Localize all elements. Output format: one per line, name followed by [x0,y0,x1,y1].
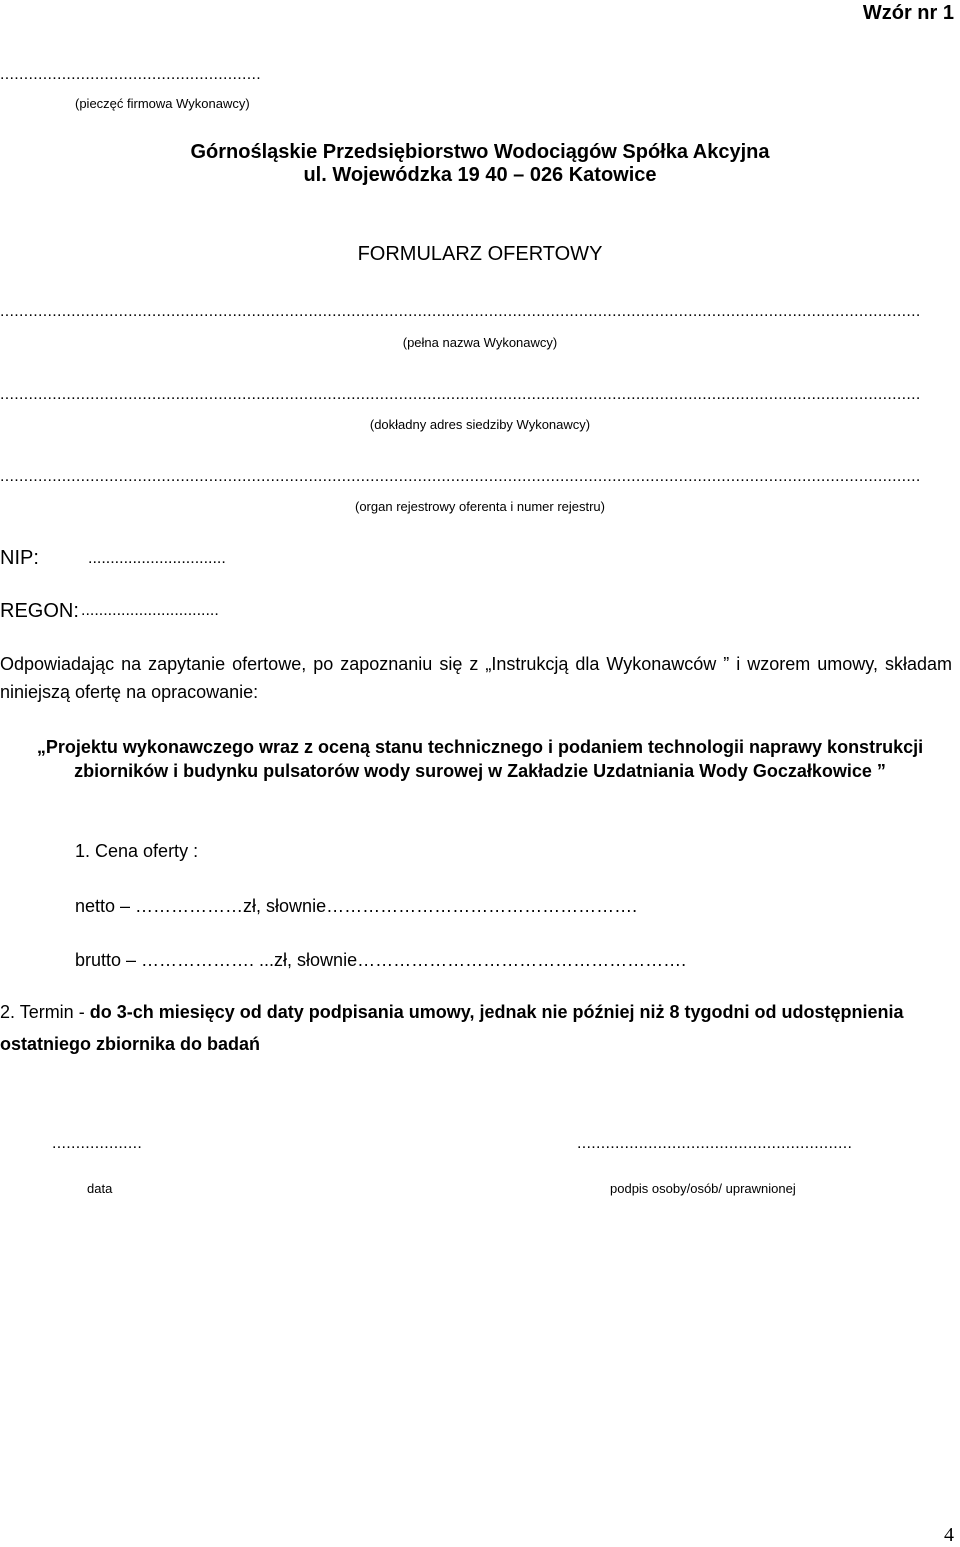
term-prefix: 2. Termin - [0,1002,90,1022]
regon-field[interactable]: ............................... [81,602,219,619]
signature-caption: podpis osoby/osób/ uprawnionej [610,1181,796,1196]
date-dots[interactable]: ................... [52,1135,143,1152]
form-title: FORMULARZ OFERTOWY [357,243,603,265]
contractor-name-field[interactable]: .................................................................................................................................................................................................. [0,304,921,320]
page-number: 4 [944,1524,954,1546]
stamp-dots: ....................................................... [0,66,261,83]
project-title: „Projektu wykonawczego wraz z oceną stanu technicznego i podaniem technologii naprawy konstrukcji zbiorników i budynku pulsatorów wody surowej w Zakładzie Uzdatniania Wody Goczałkowice ” [36,737,924,781]
term-paragraph [0,996,958,1060]
register-caption: (organ rejestrowy oferenta i numer rejestru) [355,499,605,514]
term-text: do 3-ch miesięcy od daty podpisania umowy, jednak nie później niż 8 tygodni od udostępnienia ostatniego zbiornika do badań [0,1002,904,1054]
recipient-name: Górnośląskie Przedsiębiorstwo Wodociągów Spółka Akcyjna [190,141,770,163]
stamp-caption: (pieczęć firmowa Wykonawcy) [75,96,250,111]
contractor-address-field[interactable]: .................................................................................................................................................................................................. [0,387,921,403]
price-brutto[interactable]: brutto – ………………. ...zł, słownie………………………………………………. [75,950,687,970]
intro-paragraph: Odpowiadając na zapytanie ofertowe, po zapoznaniu się z „Instrukcją dla Wykonawców ” i wzorem umowy, składam niniejszą ofertę na opracowanie: [0,654,952,702]
contractor-address-caption: (dokładny adres siedziby Wykonawcy) [369,417,591,432]
recipient-address: ul. Wojewódzka 19 40 – 026 Katowice [303,164,657,186]
regon-label: REGON: [0,600,79,622]
nip-label: NIP: [0,547,39,569]
register-field[interactable]: .................................................................................................................................................................................................. [0,469,921,485]
nip-field[interactable]: ............................... [88,550,226,567]
contractor-name-caption: (pełna nazwa Wykonawcy) [402,335,558,350]
price-netto[interactable]: netto – ………………zł, słownie……………………………………………. [75,896,638,916]
form-label: Wzór nr 1 [862,2,954,24]
signature-dots[interactable]: .......................................................... [577,1135,853,1152]
date-caption: data [87,1181,113,1196]
price-heading: 1. Cena oferty : [75,841,199,861]
